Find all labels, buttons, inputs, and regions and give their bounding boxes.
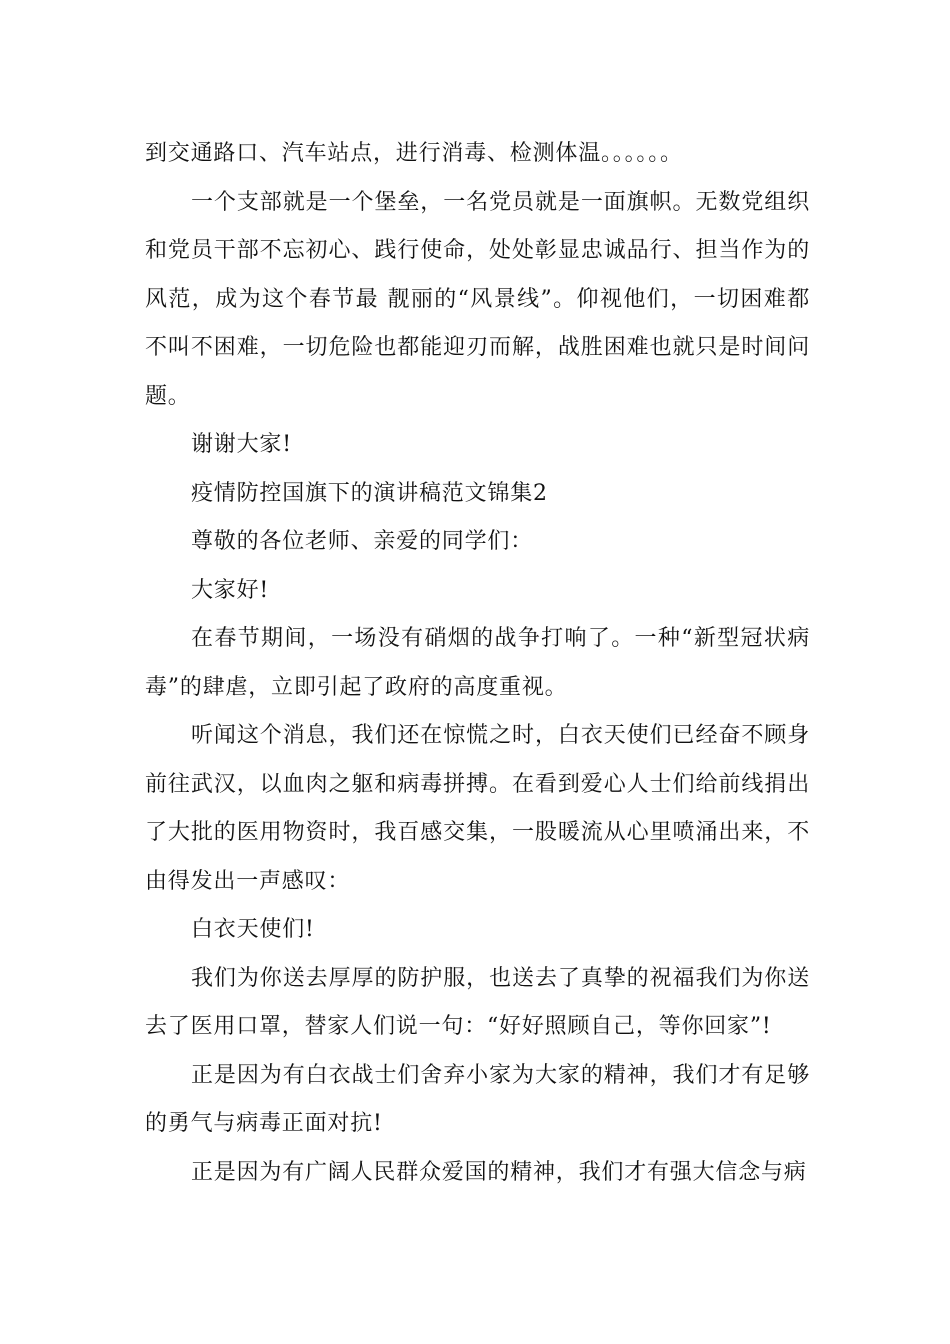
paragraph-12: 正是因为有广阔人民群众爱国的精神，我们才有强大信念与病 <box>191 1159 807 1185</box>
paragraph-9: 白衣天使们! <box>191 917 315 942</box>
paragraph-3: 谢谢大家! <box>191 432 292 457</box>
paragraph-1: 到交通路口、汽车站点，进行消毒、检测体温。。。。。。 <box>145 141 683 166</box>
paragraph-11: 正是因为有白衣战士们舍弃小家为大家的精神，我们才有足够的勇气与病毒正面对抗! <box>145 1062 810 1136</box>
section-title: 疫情防控国旗下的演讲稿范文锦集2 <box>191 480 548 506</box>
greeting: 大家好! <box>191 577 270 603</box>
paragraph-10: 我们为你送去厚厚的防护服，也送去了真挚的祝福我们为你送去了医用口罩，替家人们说一句：“好好照顾自己，等你回家”! <box>145 965 810 1039</box>
paragraph-7: 在春节期间，一场没有硝烟的战争打响了。一种“新型冠状病毒”的肆虐，立即引起了政府的高度重视。 <box>145 626 810 700</box>
document-body <box>145 130 810 1197</box>
paragraph-8: 听闻这个消息，我们还在惊慌之时，白衣天使们已经奋不顾身前往武汉，以血肉之躯和病毒拼搏。在看到爱心人士们给前线捐出了大批的医用物资时，我百感交集，一股暖流从心里喷涌出来，不由得发出一声感叹： <box>145 723 810 894</box>
salutation: 尊敬的各位老师、亲爱的同学们： <box>191 529 534 554</box>
paragraph-2: 一个支部就是一个堡垒，一名党员就是一面旗帜。无数党组织和党员干部不忘初心、践行使命，处处彰显忠诚品行、担当作为的风范，成为这个春节最 靓丽的“风景线”。仰视他们，一切困难都不叫不困难，一切危险也都能迎刃而解，战胜困难也就只是时间问题。 <box>145 189 810 409</box>
